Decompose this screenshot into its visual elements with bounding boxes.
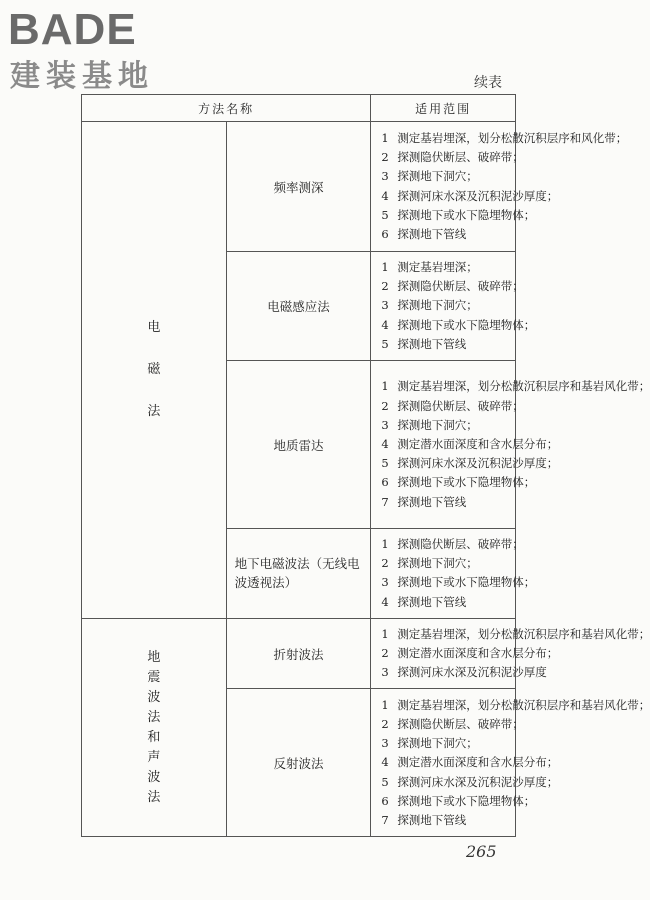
item-number: 3 bbox=[381, 736, 389, 751]
item-number: 4 bbox=[381, 594, 389, 609]
list-item bbox=[381, 167, 509, 186]
methods-table bbox=[81, 94, 650, 837]
item-text: 测定潜水面深度和含水层分布； bbox=[397, 646, 559, 661]
item-number: 7 bbox=[381, 812, 389, 827]
method-name-cell bbox=[226, 689, 371, 837]
item-text: 探测隐伏断层、破碎带； bbox=[397, 279, 524, 294]
list-item bbox=[381, 573, 536, 592]
item-text: 探测河床水深及沉积泥沙厚度； bbox=[397, 774, 559, 789]
item-text: 测定潜水面深度和含水层分布； bbox=[397, 436, 559, 451]
list-item bbox=[381, 811, 509, 830]
item-number: 1 bbox=[381, 379, 389, 394]
item-text: 探测地下或水下隐埋物体； bbox=[397, 475, 536, 490]
list-item bbox=[381, 773, 559, 792]
item-number: 6 bbox=[381, 475, 389, 490]
list-item bbox=[381, 696, 650, 715]
list-item bbox=[381, 206, 536, 225]
method-name-cell bbox=[226, 529, 371, 619]
item-text: 测定基岩埋深； bbox=[397, 260, 478, 274]
item-text: 探测地下洞穴； bbox=[397, 556, 478, 571]
list-item bbox=[381, 187, 559, 206]
range-list bbox=[381, 535, 536, 612]
item-number: 2 bbox=[381, 556, 389, 571]
item-number: 5 bbox=[381, 207, 389, 222]
item-number: 4 bbox=[381, 436, 389, 451]
item-number: 3 bbox=[381, 298, 389, 313]
item-number: 4 bbox=[381, 188, 389, 203]
method-name: 地下电磁波法（无线电波透视法） bbox=[234, 556, 360, 591]
method-name: 反射波法 bbox=[273, 755, 324, 771]
category-name: 电磁法 bbox=[147, 319, 161, 419]
range-cell bbox=[371, 529, 536, 619]
item-text: 测定基岩埋深，划分松散沉积层序和基岩风化带； bbox=[397, 697, 650, 712]
list-item bbox=[381, 416, 509, 435]
item-text: 探测地下管线 bbox=[397, 336, 467, 351]
list-item bbox=[381, 753, 559, 772]
item-text: 探测地下洞穴； bbox=[397, 169, 478, 184]
item-text: 探测地下或水下隐埋物体； bbox=[397, 793, 536, 808]
list-item bbox=[381, 225, 509, 244]
item-text: 测定潜水面深度和含水层分布； bbox=[397, 755, 559, 770]
list-item bbox=[381, 493, 509, 512]
item-number: 5 bbox=[381, 336, 389, 351]
table-body bbox=[82, 122, 650, 837]
logo-brand bbox=[8, 6, 176, 54]
item-number: 2 bbox=[381, 646, 389, 661]
item-text: 探测隐伏断层、破碎带； bbox=[397, 398, 524, 413]
item-number: 6 bbox=[381, 226, 389, 241]
item-text: 测定基岩埋深，划分松散沉积层序和基岩风化带； bbox=[397, 379, 650, 394]
method-name: 频率测深 bbox=[273, 179, 324, 195]
item-text: 探测地下或水下隐埋物体； bbox=[397, 575, 536, 590]
item-text: 探测地下管线 bbox=[397, 494, 467, 509]
range-cell bbox=[371, 618, 650, 689]
item-number: 3 bbox=[381, 417, 389, 432]
range-cell bbox=[371, 122, 628, 252]
item-text: 探测地下管线 bbox=[397, 594, 467, 609]
range-list bbox=[381, 625, 650, 683]
list-item bbox=[381, 792, 536, 811]
item-number: 1 bbox=[381, 260, 389, 274]
item-number: 6 bbox=[381, 793, 389, 808]
item-text: 探测地下洞穴； bbox=[397, 417, 478, 432]
item-number: 1 bbox=[381, 130, 389, 145]
item-text: 探测地下或水下隐埋物体； bbox=[397, 317, 536, 332]
header-method: 方法名称 bbox=[82, 95, 371, 122]
header-range: 适用范围 bbox=[371, 95, 516, 122]
item-text: 探测隐伏断层、破碎带； bbox=[397, 150, 524, 165]
item-number: 1 bbox=[381, 537, 389, 552]
list-item bbox=[381, 148, 524, 167]
list-item bbox=[381, 296, 509, 315]
method-name-cell bbox=[226, 252, 371, 361]
range-cell bbox=[371, 689, 650, 837]
list-item bbox=[381, 734, 509, 753]
table-header-row bbox=[82, 95, 516, 122]
item-number: 1 bbox=[381, 697, 389, 712]
item-text: 探测河床水深及沉积泥沙厚度； bbox=[397, 456, 559, 471]
method-name: 电磁感应法 bbox=[267, 299, 330, 314]
list-item bbox=[381, 663, 547, 682]
category-name: 地震波法和声波法 bbox=[147, 649, 161, 805]
item-text: 探测河床水深及沉积泥沙厚度 bbox=[397, 665, 547, 680]
list-item bbox=[381, 593, 509, 612]
item-number: 4 bbox=[381, 317, 389, 332]
item-text: 测定基岩埋深，划分松散沉积层序和基岩风化带； bbox=[397, 626, 650, 641]
list-item bbox=[381, 397, 524, 416]
item-text: 探测河床水深及沉积泥沙厚度； bbox=[397, 188, 559, 203]
item-number: 4 bbox=[381, 755, 389, 770]
list-item bbox=[381, 454, 559, 473]
list-item bbox=[381, 554, 509, 573]
item-number: 5 bbox=[381, 456, 389, 471]
item-number: 3 bbox=[381, 575, 389, 590]
list-item bbox=[381, 644, 559, 663]
item-number: 5 bbox=[381, 774, 389, 789]
table-row bbox=[82, 618, 516, 689]
list-item bbox=[381, 258, 509, 277]
logo-brand-text: BADE bbox=[8, 5, 137, 54]
item-text: 测定基岩埋深，划分松散沉积层序和风化带； bbox=[397, 130, 628, 145]
method-name-cell bbox=[226, 618, 371, 689]
logo-subtitle: 建装基地 bbox=[10, 59, 154, 94]
item-number: 2 bbox=[381, 398, 389, 413]
item-text: 探测地下管线 bbox=[397, 812, 467, 827]
list-item bbox=[381, 377, 650, 396]
page-number: 265 bbox=[466, 842, 497, 861]
list-item bbox=[381, 316, 536, 335]
list-item bbox=[381, 473, 536, 492]
list-item bbox=[381, 277, 524, 296]
item-number: 2 bbox=[381, 716, 389, 731]
item-text: 探测地下洞穴； bbox=[397, 736, 478, 751]
range-list bbox=[381, 129, 628, 244]
bade-logo bbox=[8, 6, 178, 98]
item-text: 探测地下或水下隐埋物体； bbox=[397, 207, 536, 222]
item-text: 探测地下管线 bbox=[397, 226, 467, 241]
method-name-cell bbox=[226, 361, 371, 529]
list-item bbox=[381, 129, 628, 148]
method-name-cell bbox=[226, 122, 371, 252]
method-name: 地质雷达 bbox=[273, 437, 324, 453]
range-cell bbox=[371, 252, 536, 361]
range-cell bbox=[371, 361, 650, 529]
list-item bbox=[381, 715, 524, 734]
range-list bbox=[381, 377, 650, 511]
item-number: 2 bbox=[381, 150, 389, 165]
item-number: 3 bbox=[381, 665, 389, 680]
table-row bbox=[82, 122, 516, 252]
range-list bbox=[381, 696, 650, 830]
item-text: 探测隐伏断层、破碎带； bbox=[397, 537, 524, 552]
item-text: 探测隐伏断层、破碎带； bbox=[397, 716, 524, 731]
category-cell bbox=[82, 122, 227, 619]
list-item bbox=[381, 535, 524, 554]
continued-label: 续表 bbox=[474, 75, 502, 91]
item-number: 7 bbox=[381, 494, 389, 509]
item-text: 探测地下洞穴； bbox=[397, 298, 478, 313]
item-number: 1 bbox=[381, 626, 389, 641]
item-number: 3 bbox=[381, 169, 389, 184]
category-cell bbox=[82, 618, 227, 837]
list-item bbox=[381, 335, 509, 354]
list-item bbox=[381, 625, 650, 644]
method-name: 折射波法 bbox=[273, 646, 324, 662]
item-number: 2 bbox=[381, 279, 389, 294]
range-list bbox=[381, 258, 536, 354]
list-item bbox=[381, 435, 559, 454]
